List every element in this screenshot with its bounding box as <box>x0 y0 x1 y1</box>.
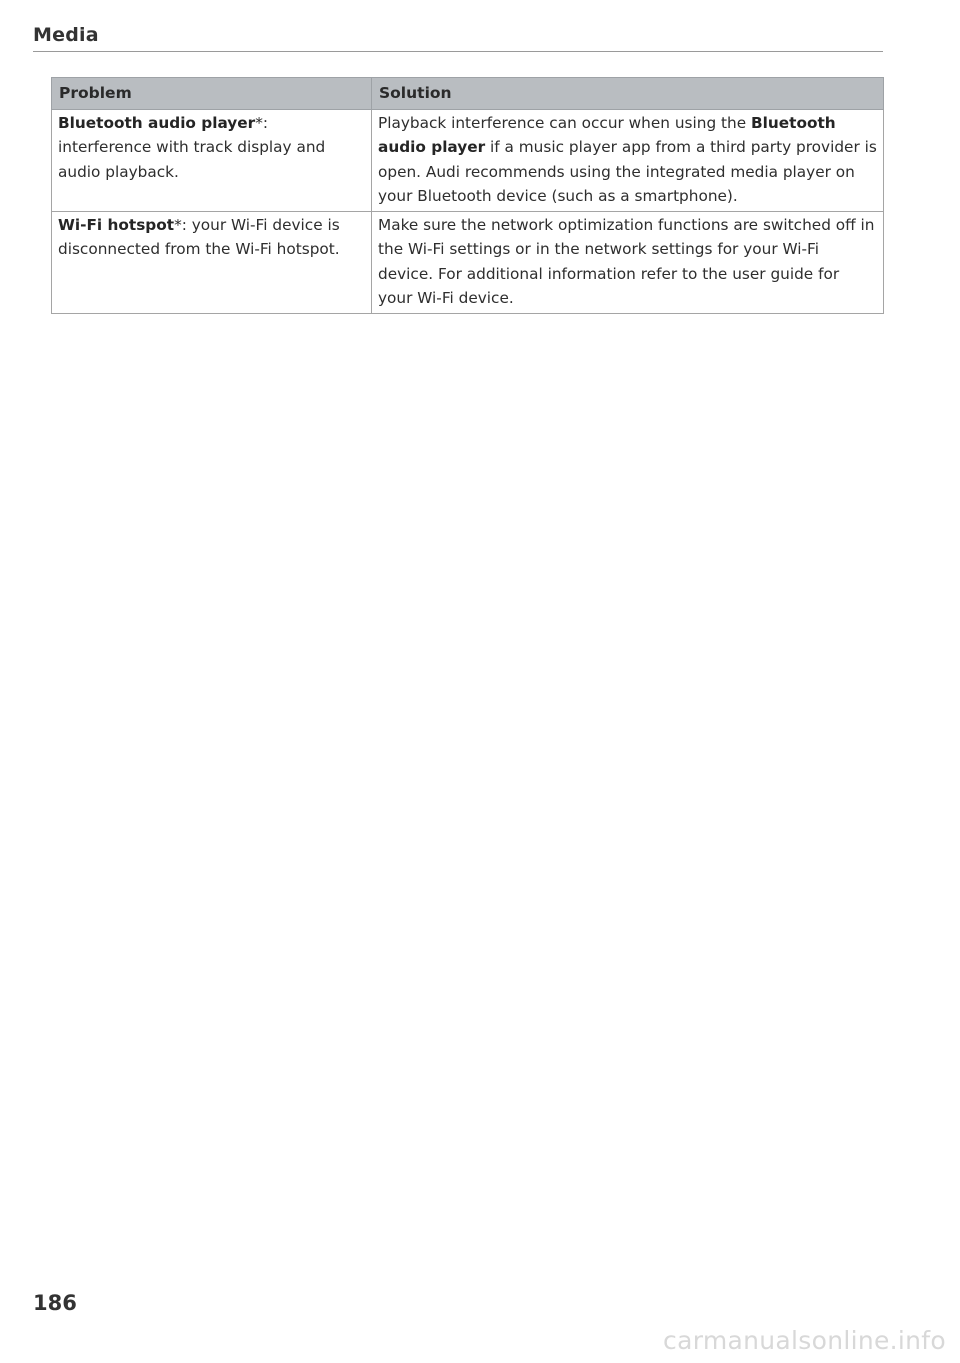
solution-text-end: if a music player app from a third party provider is open. Audi recommends using the integrated media player on your Bluetooth device (such as a smartphone). <box>378 138 877 205</box>
problem-term: Bluetooth audio player <box>58 113 256 132</box>
table-header-row <box>52 78 884 110</box>
solution-cell <box>372 211 884 313</box>
solution-cell <box>372 109 884 211</box>
column-header-solution: Solution <box>372 78 884 110</box>
problem-term: Wi-Fi hotspot <box>58 215 175 234</box>
problem-cell <box>52 211 372 313</box>
solution-term: Bluetooth audio player <box>378 113 836 156</box>
solution-text: Make sure the network optimization functions are switched off in the Wi-Fi settings or in the network settings for your Wi-Fi device. For additional information refer to the user guide for your Wi-Fi device. <box>378 215 875 307</box>
problem-description: *: interference with track display and audio playback. <box>58 113 326 181</box>
problem-cell <box>52 109 372 211</box>
header-divider <box>33 51 883 52</box>
column-header-problem: Problem <box>52 78 372 110</box>
section-title: Media <box>33 24 99 46</box>
table-row <box>52 109 884 211</box>
problem-description: *: your Wi-Fi device is disconnected from the Wi-Fi hotspot. <box>58 215 340 258</box>
page-number: 186 <box>33 1291 77 1315</box>
watermark-text: carmanualsonline.info <box>663 1326 946 1355</box>
table-row <box>52 211 884 313</box>
solution-text-start: Playback interference can occur when using the <box>378 113 751 132</box>
troubleshooting-table <box>51 77 884 314</box>
